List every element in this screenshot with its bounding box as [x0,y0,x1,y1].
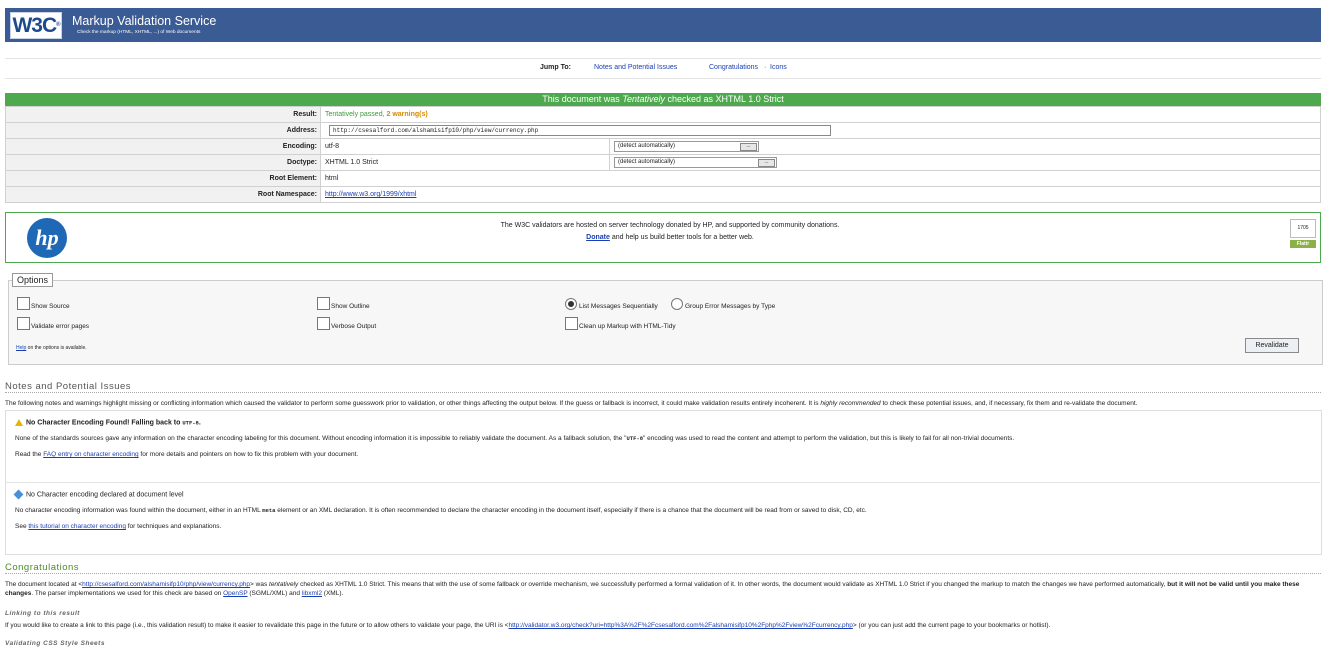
flattr-count: 1705 [1290,219,1316,238]
validate-error-pages-checkbox[interactable] [17,317,30,330]
result-value: Tentatively passed, 2 warning(s) [321,107,1321,123]
encoding-select[interactable]: (detect automatically) ... [614,141,759,152]
revalidate-button[interactable]: Revalidate [1245,338,1299,353]
result-uri-link[interactable]: http://validator.w3.org/check?uri=http%3A%2F%2Fcsesalford.com%2Falshamisifp10%2Fphp%2Fview%2Fcurrency.php [508,622,853,629]
table-row [6,139,1321,155]
document-link[interactable]: http://csesalford.com/alshamisifp10/php/view/currency.php [82,581,251,588]
tidy-label: Clean up Markup with HTML-Tidy [579,323,676,330]
issue2-paragraph: No character encoding information was found within the document, either in an HTML meta element or an XML declaration. It is often recommended to declare the character encoding in the document itself, especially if there is a chance that the document will be read from or saved to disk, CD, etc. [15,507,867,514]
app-subtitle: Check the markup (HTML, XHTML, ...) of Web documents [77,30,201,35]
namespace-link[interactable]: http://www.w3.org/1999/xhtml [325,191,417,198]
table-row [6,107,1321,123]
table-row [6,171,1321,187]
doctype-value: XHTML 1.0 Strict [321,155,610,171]
jump-congrats-link[interactable]: Congratulations [709,64,759,71]
doctype-label: Doctype: [6,155,321,171]
doctype-select[interactable]: (detect automatically) ... [614,157,777,168]
info-icon [14,490,24,500]
show-source-label: Show Source [31,303,70,310]
group-errors-label: Group Error Messages by Type [685,303,776,310]
issue1-title: No Character Encoding Found! Falling back to UTF-8. [15,419,201,426]
result-table [5,106,1321,203]
table-row [6,123,1321,139]
verbose-output-checkbox[interactable] [317,317,330,330]
hp-logo[interactable]: hp [27,218,67,258]
congrats-paragraph: The document located at <http://csesalford.com/alshamisifp10/php/view/currency.php> was tentatively checked as XHTML 1.0 Strict. This means that with the use of some fallback or override mechanism, we successfully performed a formal validation of it. In other words, the document would validate as XHTML 1.0 Strict if you changed the markup to match the changes we have performed automatically, but it will not be valid until you make these changes. The parser implementations we used for this check are based on OpenSP (SGML/XML) and libxml2 (XML). [5,581,1300,597]
issue2-tutorial-line: See this tutorial on character encoding for techniques and explanations. [15,523,222,530]
jump-separator: · [764,64,767,71]
linking-paragraph: If you would like to create a link to this page (i.e., this validation result) to make it easier to revalidate this page in the future or to allow others to validate your page, the URI is <http://validator.w3.org/check?uri=http%3A%2F%2Fcsesalford.com%2Falshamisifp10%2Fphp%2Fview%2Fcurrency.php> (or you can just add the current page to your bookmarks or hotlist). [5,622,1051,629]
issue1-paragraph: None of the standards sources gave any information on the character encoding labeling for this document. Without encoding information it is impossible to reliably validate the document. As a fallback solution, the "UTF-8" encoding was used to read the content and attempt to perform the validation, but this is likely to fail for all non-trivial documents. [15,435,1015,442]
dropdown-button[interactable]: ... [758,159,775,167]
issue1-faq-line: Read the FAQ entry on character encoding for more details and pointers on how to fix this problem with your document. [15,451,359,458]
root-element-label: Root Element: [6,171,321,187]
tidy-checkbox[interactable] [565,317,578,330]
dropdown-button[interactable]: ... [740,143,757,151]
validate-error-pages-label: Validate error pages [31,323,90,330]
opensp-link[interactable]: OpenSP [223,590,248,597]
address-input[interactable]: http://csesalford.com/alshamisifp10/php/view/currency.php [329,125,831,136]
encoding-label: Encoding: [6,139,321,155]
show-outline-checkbox[interactable] [317,297,330,310]
flattr-widget[interactable] [1290,219,1316,249]
tutorial-link[interactable]: this tutorial on character encoding [28,523,126,530]
address-label: Address: [6,123,321,139]
donate-link[interactable]: Donate [586,234,610,241]
result-emph: Tentatively [622,94,666,104]
app-title: Markup Validation Service [72,14,217,28]
help-link[interactable]: Help [16,345,27,351]
libxml2-link[interactable]: libxml2 [301,590,322,597]
flattr-button[interactable]: Flattr [1290,240,1316,248]
sponsor-text: The W3C validators are hosted on server technology donated by HP, and supported by community donations. Donate and help us build better tools for a better web. [500,222,840,241]
list-sequential-radio[interactable] [565,298,577,310]
w3c-logo[interactable]: W3C® [10,12,62,39]
notes-heading: Notes and Potential Issues [5,381,1321,393]
jump-label: Jump To: [540,64,571,71]
jump-icons-link[interactable]: Icons [770,64,787,71]
encoding-value: utf-8 [321,139,610,155]
show-outline-label: Show Outline [331,303,370,310]
group-errors-radio[interactable] [671,298,683,310]
css-heading: Validating CSS Style Sheets [5,640,105,647]
faq-encoding-link[interactable]: FAQ entry on character encoding [43,451,139,458]
linking-heading: Linking to this result [5,610,80,617]
table-row [6,155,1321,171]
warning-icon [15,419,23,426]
list-sequential-label: List Messages Sequentially [579,303,658,310]
verbose-output-label: Verbose Output [331,323,377,330]
table-row [6,187,1321,203]
issue2-title: No Character encoding declared at document level [15,491,184,498]
congrats-heading: Congratulations [5,562,1321,574]
options-legend: Options [12,273,53,287]
root-namespace-label: Root Namespace: [6,187,321,203]
jump-notes-link[interactable]: Notes and Potential Issues [594,64,678,71]
root-element-value: html [321,171,1321,187]
result-banner: This document was Tentatively checked as XHTML 1.0 Strict [5,93,1321,106]
issue-encoding-warning [5,410,1320,483]
show-source-checkbox[interactable] [17,297,30,310]
notes-intro: The following notes and warnings highlight missing or conflicting information which caused the validator to perform some guesswork prior to validation, or other things affecting the output below. If the guess or fallback is incorrect, it could make validation results entirely incoherent. It is highly recommended to check these potential issues, and, if necessary, fix them and re-validate the document. [5,400,1138,407]
options-help: Help on the options is available. [16,345,87,351]
result-label: Result: [6,107,321,123]
